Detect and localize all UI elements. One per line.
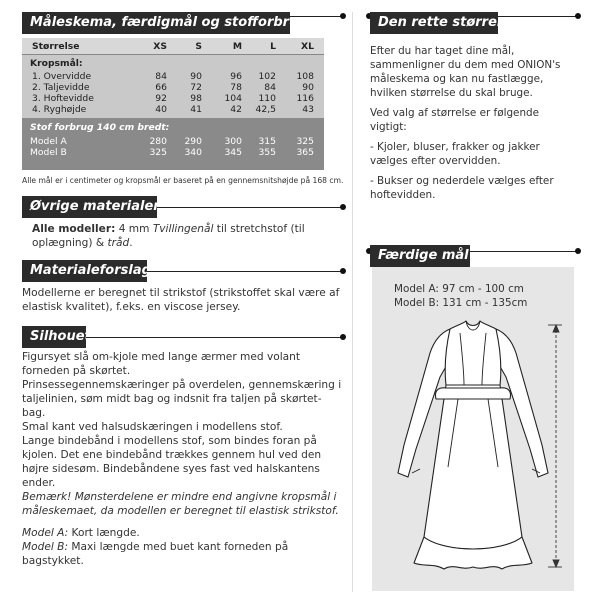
silhouette-body [22, 350, 342, 568]
cell: 365 [296, 147, 314, 158]
row-label: 4. Ryghøjde [32, 104, 87, 115]
col-header-l: L [270, 41, 276, 52]
silhouette-p2: Prinsessegennemskæringer på overdelen, gennemskæring i taljelinien, søm midt bag og indsnit fra taljen på skørtet-bag. [22, 379, 342, 419]
rule-end-dot [340, 204, 346, 210]
column-divider [352, 12, 353, 592]
right-size-bullet-2: - Bukser og nederdele vælges efter hoftevidden. [370, 175, 554, 201]
cell: 116 [296, 93, 314, 104]
finished-model-b: Model B: 131 cm - 135cm [394, 297, 528, 309]
silhouette-p1: Figursyet slå om-kjole med lange ærmer med volant forneden på skørtet. [22, 351, 301, 377]
cell: 300 [224, 136, 242, 147]
materials-end: . [129, 237, 133, 249]
finished-heading: Færdige mål [370, 245, 470, 267]
silhouette-p4: Lange bindebånd i modellens stof, som bindes foran på kjolen. Det ene bindebånd trækkes gennem hul ved den højre sidesøm. Bindebåndene syes fast ved halskantens ender. [22, 435, 322, 489]
cell: 290 [184, 136, 202, 147]
col-header-xs: XS [153, 41, 167, 52]
materials-text [32, 222, 322, 250]
row-label: Model B [30, 147, 67, 158]
rule-end-dot [575, 248, 581, 254]
cell: 84 [155, 71, 167, 82]
rule-end-dot [340, 268, 346, 274]
cell: 90 [190, 71, 202, 82]
right-size-heading: Den rette størrelse [370, 12, 498, 34]
cell: 84 [264, 82, 276, 93]
model-a-line [22, 526, 342, 540]
cell: 355 [258, 147, 276, 158]
table-row [22, 104, 324, 115]
materials-text-2: til stretchstof (til oplægning) & [32, 223, 305, 249]
table-row [22, 71, 324, 82]
body-measure-label-row [22, 58, 324, 69]
cell: 42,5 [255, 104, 276, 115]
materials-thread: tråd [107, 237, 130, 249]
cell: 78 [230, 82, 242, 93]
cell: 110 [258, 93, 276, 104]
fabric-section [22, 118, 324, 170]
table-row [22, 82, 324, 93]
cell: 92 [155, 93, 167, 104]
cell: 41 [190, 104, 202, 115]
cell: 345 [224, 147, 242, 158]
materials-heading: Øvrige materialer [22, 196, 157, 218]
fabric-label: Stof forbrug 140 cm bredt: [30, 122, 170, 133]
materials-lead: Alle modeller: [32, 223, 116, 235]
finished-model-a: Model A: 97 cm - 100 cm [394, 283, 524, 295]
row-label: 2. Taljevidde [32, 82, 90, 93]
materials-needle: Tvillingenål [152, 223, 214, 235]
finished-rule [470, 251, 576, 252]
cell: 43 [302, 104, 314, 115]
measure-rule [290, 16, 342, 17]
table-row [22, 93, 324, 104]
table-row [22, 147, 324, 158]
cell: 325 [296, 136, 314, 147]
cell: 325 [149, 147, 167, 158]
cell: 40 [155, 104, 167, 115]
length-arrow [548, 325, 562, 567]
rule-end-dot [340, 13, 346, 19]
size-table [22, 38, 324, 170]
cell: 90 [302, 82, 314, 93]
rule-end-dot [575, 13, 581, 19]
model-b-label: Model B: [22, 541, 69, 553]
cell: 42 [230, 104, 242, 115]
cell: 102 [258, 71, 276, 82]
right-size-rule [498, 16, 576, 17]
table-row [22, 136, 324, 147]
cell: 108 [296, 71, 314, 82]
table-header-row [22, 38, 324, 55]
cell: 98 [190, 93, 202, 104]
col-header-m: M [232, 41, 242, 52]
col-header-s: S [195, 41, 202, 52]
cell: 315 [258, 136, 276, 147]
silhouette-rule [86, 337, 342, 338]
silhouette-p3: Smal kant ved halsudskæringen i modellens stof. [22, 421, 283, 433]
row-label: 3. Hoftevidde [32, 93, 94, 104]
measure-note: Alle mål er i centimeter og kropsmål er baseret på en gennemsnitshøjde på 168 cm. [22, 176, 344, 185]
materials-text-1: 4 mm [115, 223, 153, 235]
model-a-label: Model A: [22, 527, 69, 539]
silhouette-heading: Silhouet [22, 326, 86, 348]
suggestion-text: Modellerne er beregnet til strikstof (strikstoffet skal være af elastisk kvalitet), f.eks. en viscose jersey. [22, 287, 340, 313]
dress-illustration-panel [372, 267, 574, 591]
cell: 96 [230, 71, 242, 82]
col-header-size: Størrelse [32, 41, 80, 52]
suggestion-heading: Materialeforslag [22, 260, 147, 282]
dress-illustration [372, 267, 574, 591]
body-measure-label: Kropsmål: [30, 58, 83, 69]
cell: 280 [149, 136, 167, 147]
fabric-label-row [22, 122, 324, 133]
row-label: Model A [30, 136, 67, 147]
cell: 72 [190, 82, 202, 93]
suggestion-rule [147, 271, 342, 272]
model-a-text: Kort længde. [68, 527, 140, 539]
cell: 104 [224, 93, 242, 104]
right-size-body [370, 44, 575, 202]
model-b-line [22, 540, 342, 568]
silhouette-warning: Bemærk! Mønsterdelene er mindre end angivne kropsmål i måleskemaet, da modellen er beregnet til elastisk strikstof. [22, 491, 339, 517]
right-size-p1: Efter du har taget dine mål, sammenligner du dem med ONION's måleskema og kan nu fastlægge, hvilken størrelse du skal bruge. [370, 45, 561, 99]
rule-end-dot [340, 334, 346, 340]
right-size-p2: Ved valg af størrelse er følgende vigtigt: [370, 107, 540, 133]
cell: 340 [184, 147, 202, 158]
col-header-xl: XL [301, 41, 314, 52]
row-label: 1. Overvidde [32, 71, 92, 82]
cell: 66 [155, 82, 167, 93]
materials-rule [157, 207, 342, 208]
measure-heading: Måleskema, færdigmål og stofforbrug [22, 12, 290, 34]
model-b-text: Maxi længde med buet kant forneden på bagstykket. [22, 541, 289, 567]
right-size-bullet-1: - Kjoler, bluser, frakker og jakker vælges efter overvidden. [370, 141, 540, 167]
